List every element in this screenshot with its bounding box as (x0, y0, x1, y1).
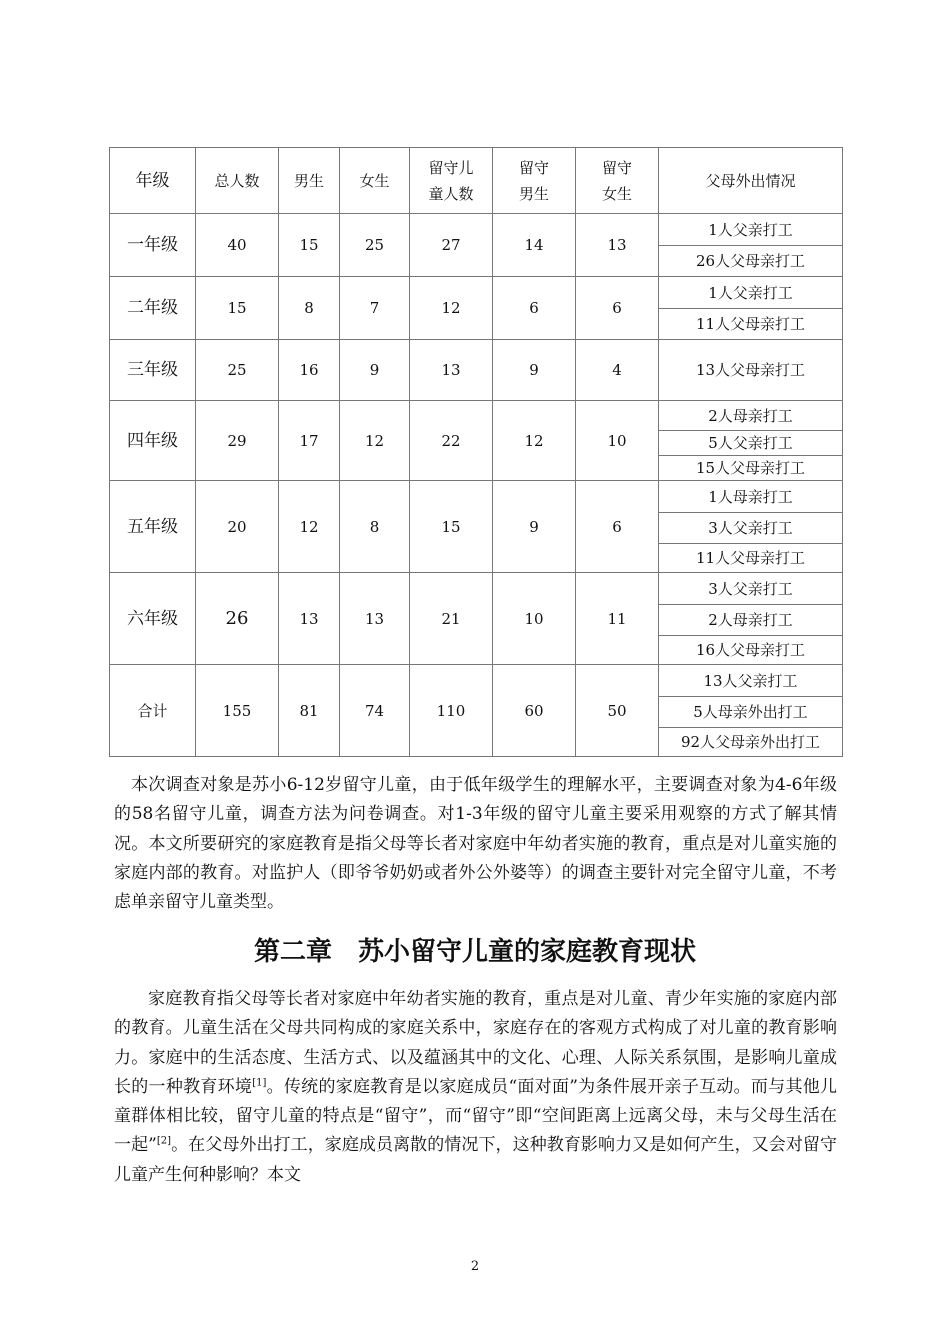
value-cell-total: 26 (196, 573, 279, 665)
table-row (110, 573, 843, 605)
value-cell-total: 155 (196, 665, 279, 757)
grade-cell: 四年级 (110, 401, 196, 481)
survey-paragraph: 本次调查对象是苏小6-12岁留守儿童，由于低年级学生的理解水平，主要调查对象为4-6年级的58名留守儿童，调查方法为问卷调查。对1-3年级的留守儿童主要采用观察的方式了解其情况。本文所要研究的家庭教育是指父母等长者对家庭中年幼者实施的教育，重点是对儿童实施的家庭内部的教育。对监护人（即爷爷奶奶或者外公外婆等）的调查主要针对完全留守儿童，不考虑单亲留守儿童类型。 (114, 775, 837, 913)
column-header: 留守 女生 (576, 148, 659, 214)
value-cell-lb-girls: 6 (576, 277, 659, 340)
table-row (110, 401, 843, 431)
table-row (110, 214, 843, 246)
paragraph-text: 。传统的家庭教育是以家庭成员“面对面”为条件展开亲子互动。而与其他儿童群体相比较，留守儿童的特点是“留守”，而“留守”即“空间距离上远离父母，未与父母生活在一起” (114, 1076, 837, 1156)
table-header-row (110, 148, 843, 214)
value-cell-lb-total: 27 (410, 214, 493, 277)
parent-situation-cell: 16人父母亲打工 (659, 636, 843, 665)
value-cell-lb-total: 13 (410, 340, 493, 401)
column-header: 父母外出情况 (659, 148, 843, 214)
value-cell-lb-girls: 50 (576, 665, 659, 757)
table-row (110, 481, 843, 513)
value-cell-total: 20 (196, 481, 279, 573)
parent-situation-cell: 2人母亲打工 (659, 401, 843, 431)
value-cell-girls: 8 (340, 481, 410, 573)
citation-ref[interactable]: [1] (252, 1077, 267, 1089)
value-cell-lb-boys: 9 (493, 340, 576, 401)
column-header: 留守 男生 (493, 148, 576, 214)
value-cell-lb-girls: 10 (576, 401, 659, 481)
survey-table (109, 147, 843, 757)
value-cell-total: 15 (196, 277, 279, 340)
value-cell-lb-girls: 11 (576, 573, 659, 665)
value-cell-total: 40 (196, 214, 279, 277)
value-cell-lb-boys: 12 (493, 401, 576, 481)
grade-cell: 六年级 (110, 573, 196, 665)
paragraph-text: 。在父母外出打工，家庭成员离散的情况下，这种教育影响力又是如何产生，又会对留守儿童产生何种影响？本文 (114, 1135, 837, 1185)
paragraph-text: 家庭教育指父母等长者对家庭中年幼者实施的教育，重点是对儿童、青少年实施的家庭内部的教育。儿童生活在父母共同构成的家庭关系中，家庭存在的客观方式构成了对儿童的教育影响力。家庭中的生活态度、生活方式、以及蕴涵其中的文化、心理、人际关系氛围，是影响儿童成长的一种教育环境 (114, 989, 837, 1097)
value-cell-girls: 25 (340, 214, 410, 277)
parent-situation-cell: 1人父亲打工 (659, 277, 843, 309)
table-row (110, 277, 843, 309)
parent-situation-cell: 5人父亲打工 (659, 431, 843, 456)
parent-situation-cell: 3人父亲打工 (659, 513, 843, 544)
value-cell-total: 29 (196, 401, 279, 481)
value-cell-lb-boys: 60 (493, 665, 576, 757)
grade-cell: 三年级 (110, 340, 196, 401)
value-cell-lb-total: 15 (410, 481, 493, 573)
value-cell-lb-total: 21 (410, 573, 493, 665)
value-cell-lb-boys: 9 (493, 481, 576, 573)
value-cell-lb-girls: 6 (576, 481, 659, 573)
page-number: 2 (470, 1259, 480, 1274)
grade-cell: 五年级 (110, 481, 196, 573)
value-cell-lb-girls: 4 (576, 340, 659, 401)
value-cell-boys: 12 (279, 481, 340, 573)
value-cell-lb-boys: 14 (493, 214, 576, 277)
value-cell-girls: 7 (340, 277, 410, 340)
value-cell-boys: 8 (279, 277, 340, 340)
parent-situation-cell: 92人父母亲外出打工 (659, 728, 843, 757)
parent-situation-cell: 13人父亲打工 (659, 665, 843, 697)
value-cell-girls: 9 (340, 340, 410, 401)
value-cell-lb-boys: 10 (493, 573, 576, 665)
value-cell-lb-total: 12 (410, 277, 493, 340)
chapter-title: 第二章 苏小留守儿童的家庭教育现状 (253, 937, 696, 967)
grade-cell: 合计 (110, 665, 196, 757)
parent-situation-cell: 3人父亲打工 (659, 573, 843, 605)
grade-cell: 二年级 (110, 277, 196, 340)
value-cell-lb-total: 110 (410, 665, 493, 757)
value-cell-girls: 13 (340, 573, 410, 665)
value-cell-boys: 16 (279, 340, 340, 401)
value-cell-lb-girls: 13 (576, 214, 659, 277)
value-cell-boys: 13 (279, 573, 340, 665)
value-cell-girls: 12 (340, 401, 410, 481)
parent-situation-cell: 2人母亲打工 (659, 605, 843, 636)
column-header: 总人数 (196, 148, 279, 214)
parent-situation-cell: 1人母亲打工 (659, 481, 843, 513)
column-header: 女生 (340, 148, 410, 214)
column-header: 男生 (279, 148, 340, 214)
column-header: 年级 (110, 148, 196, 214)
parent-situation-cell: 13人父母亲打工 (659, 340, 843, 401)
value-cell-boys: 81 (279, 665, 340, 757)
table-row (110, 665, 843, 697)
parent-situation-cell: 11人父母亲打工 (659, 309, 843, 340)
value-cell-boys: 15 (279, 214, 340, 277)
parent-situation-cell: 5人母亲外出打工 (659, 697, 843, 728)
parent-situation-cell: 1人父亲打工 (659, 214, 843, 246)
citation-ref[interactable]: [2] (156, 1135, 172, 1147)
grade-cell: 一年级 (110, 214, 196, 277)
parent-situation-cell: 26人父母亲打工 (659, 246, 843, 277)
value-cell-girls: 74 (340, 665, 410, 757)
parent-situation-cell: 11人父母亲打工 (659, 544, 843, 573)
value-cell-boys: 17 (279, 401, 340, 481)
value-cell-lb-total: 22 (410, 401, 493, 481)
value-cell-total: 25 (196, 340, 279, 401)
family-education-paragraph (114, 985, 837, 1190)
column-header: 留守儿 童人数 (410, 148, 493, 214)
parent-situation-cell: 15人父母亲打工 (659, 456, 843, 481)
table-row (110, 340, 843, 401)
value-cell-lb-boys: 6 (493, 277, 576, 340)
